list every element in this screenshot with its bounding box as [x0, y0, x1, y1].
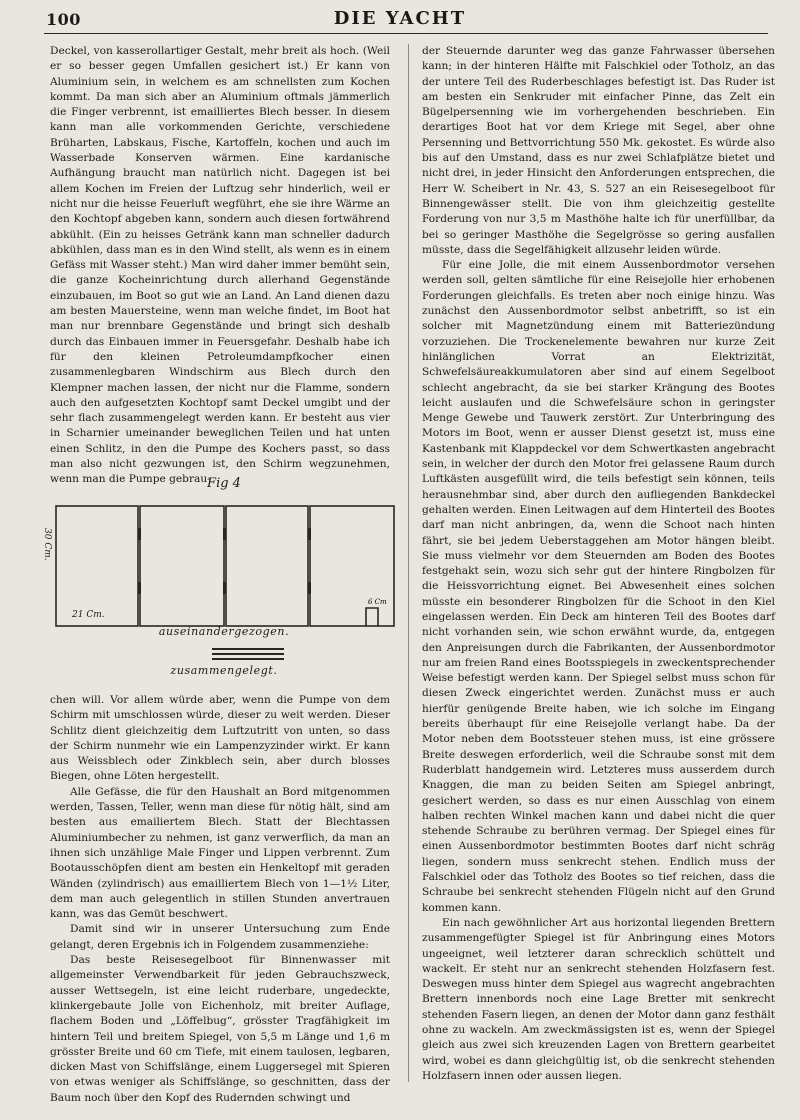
paragraph: Für eine Jolle, die mit einem Aussenbordmotor versehen werden soll, gelten sämtliche für eine Reisejolle hier erhobenen Forderungen gleichfalls. Es treten aber noch einige hinzu. Was zunächst den Aussenbordmotor selbst anbetrifft, so ist ein solcher mit Magnetzündung einem mit Batteriezündung vorzuziehen. Die Trockenelemente bewahren nur kurze Zeit hinlänglichen Vorrat an Elektrizität, Schwefelsäureakkumulatoren aber sind auf einem Segelboot schlecht angebracht, da sie bei starker Krängung des Bootes leicht auslaufen und die Schwefelsäure schon in geringster Menge Gewebe und Tauwerk zerstört. Zur Unterbringung des Motors im Boot, wenn er ausser Dienst gesetzt ist, muss eine Kastenbank mit Klappdeckel vor dem Schwertkasten angebracht sein, in welcher der durch den Motor frei gelassene Raum durch Luftkästen ausgefüllt wird, die teils befestigt sein können, teils herausnehmbar sind, aber durch den aufliegenden Bankdeckel gehalten werden. Einen Leitwagen auf dem Hinterteil des Bootes darf man nicht anbringen, da, wenn die Schoot nach hinten fährt, sie bei jedem Ueberstaggehen am Motor hängen bleibt. Sie muss vielmehr vor dem Steuernden am Boden des Bootes festgehakt sein, wozu sich sehr gut der hintere Ringbolzen für die Heissvorrichtung eignet. Bei Abwesenheit eines solchen müsste ein besonderer Ringbolzen für die Schoot in den Kiel eingelassen werden. Ein Deck am hinteren Teil des Bootes darf nicht vorhanden sein, wie schon erwähnt wurde, da, entgegen den Anpreisungen durch die Fabrikanten, der Aussenbordmotor nur am freien Rand eines Bootsspiegels in zweckentsprechender Weise befestigt werden kann. Der Spiegel selbst muss schon für diesen Zweck eingerichtet werden. Zunächst muss er auch hierfür genügende Breite haben, wie ich solche im Eingang bereits überhaupt für eine Reisejolle verlangt habe. Da der Motor neben dem Bootssteuer stehen muss, ist eine grössere Breite deswegen erforderlich, weil die Schraube sonst mit dem Ruderblatt handgemein wird. Letzteres muss ausserdem durch Knaggen, die man zu beiden Seiten am Spiegel anbringt, gesichert werden, so dass es nur einen Ausschlag von einem halben rechten Winkel machen kann und dabei nicht die quer stehende Schraube zu berühren vermag. Der Spiegel eines für einen Aussenbordmotor bestimmten Bootes darf nicht schräg liegen, sondern muss senkrecht stehen. Endlich muss der Falschkiel oder das Totholz des Bootes so tief reichen, dass die Schraube bei senkrecht stehenden Flügeln nicht auf den Grund kommen kann. [422, 259, 775, 914]
page-number: 100 [46, 10, 81, 29]
left-column-bottom [50, 693, 390, 1106]
column-divider [408, 44, 409, 1082]
paragraph: Das beste Reisesegelboot für Binnenwasser mit allgemeinster Verwendbarkeit für jeden Gebrauchszweck, ausser Wettsegeln, ist eine leicht ruderbare, ungedeckte, klinkergebaute Jolle von Eichenholz, mit breiter Auflage, flachem Boden und „Löffelbug“, grösster Tragfähigkeit im hintern Teil und breitem Spiegel, von 5,5 m Länge und 1,6 m grösster Breite und 60 cm Tiefe, mit einem taulosen, legbaren, dicken Mast von Schiffslänge, einem Luggersegel mit Spieren von etwas weniger als Schiffslänge, so geschnitten, dass der Baum noch über den Kopf des Rudernden schwingt und [50, 954, 390, 1104]
hinge-mark [138, 528, 141, 540]
left-column-top [50, 44, 390, 488]
hinge-mark [223, 582, 226, 594]
paragraph: chen will. Vor allem würde aber, wenn die Pumpe von dem Schirm mit umschlossen würde, dieser zu weit werden. Dieser Schlitz dient gleichzeitig dem Luftzutritt von unten, so dass der Schirm nunmehr wie ein Lampenzyzinder wirkt. Er kann aus Weissblech oder Zinkblech sein, aber durch blosses Biegen, ohne Löten hergestellt. [50, 694, 390, 783]
hinge-mark [308, 528, 311, 540]
hinge-mark [308, 582, 311, 594]
hinge-mark [138, 582, 141, 594]
figure-label: Fig 4 [207, 476, 241, 491]
paragraph: Alle Gefässe, die für den Haushalt an Bord mitgenommen werden, Tassen, Teller, wenn man diese für nötig hält, sind am besten aus emailiertem Blech. Statt der Blechtassen Aluminiumbecher zu nehmen, ist ganz verwerflich, da man an ihnen sich unzählige Male Finger und Lippen verbrennt. Zum Bootausschöpfen dient am besten ein Henkeltopf mit geraden Wänden (zylindrisch) aus emailliertem Blech von 1—1½ Liter, dem man auch gelegentlich in stillen Stunden anvertrauen kann, was das Gemüt beschwert. [50, 785, 390, 921]
panel-1 [56, 506, 138, 626]
journal-title: DIE YACHT [333, 8, 467, 29]
width-label: 21 Cm. [72, 610, 105, 620]
folded-plate [212, 658, 284, 660]
right-column [422, 44, 775, 1084]
paragraph: Damit sind wir in unserer Untersuchung zum Ende gelangt, deren Ergebnis ich in Folgendem zusammenziehe: [50, 923, 390, 951]
folded-plate [212, 653, 284, 655]
pump-slot [366, 608, 378, 626]
caption-closed: zusammengelegt. [170, 664, 278, 677]
height-label: 30 Cm. [42, 528, 52, 561]
panel-2 [140, 506, 224, 626]
hinge-mark [223, 528, 226, 540]
figure-windschirm [44, 474, 404, 682]
caption-open: auseinandergezogen. [158, 625, 290, 638]
slot-label: 6 Cm [368, 598, 387, 606]
paragraph: Ein nach gewöhnlicher Art aus horizontal liegenden Brettern zusammengefügter Spiegel ist für Anbringung eines Motors ungeeignet, weil letzterer daran schrecklich schüttelt und wackelt. Er steht nur an senkrecht stehenden Holzfasern fest. Deswegen muss hinter dem Spiegel aus wagrecht angebrachten Brettern innenbords noch eine Lage Bretter mit senkrecht stehenden Fasern liegen, an denen der Motor dann ganz festhält ohne zu wackeln. Am zweckmässigsten ist es, wenn der Spiegel gleich aus zwei sich kreuzenden Lagen von Brettern gearbeitet wird, wobei es dann gleichgültig ist, ob die senkrecht stehenden Holzfasern innen oder aussen liegen. [422, 916, 775, 1082]
panel-3 [226, 506, 308, 626]
paragraph: der Steuernde darunter weg das ganze Fahrwasser übersehen kann; in der hinteren Hälfte mit Falschkiel oder Totholz, an das der untere Teil des Ruderbeschlages befestigt ist. Das Ruder ist am besten ein Senkruder mit einfacher Pinne, das Zelt ein Bügelpersenning wie im vorhergehenden beschrieben. Ein derartiges Boot hat vor dem Kriege mit Segel, aber ohne Persenning und Bettvorrichtung 550 Mk. gekostet. Es würde also bis auf den Umstand, dass es nur zwei Schlafplätze bietet und nicht drei, in jeder Hinsicht den Anforderungen entsprechen, die Herr W. Scheibert in Nr. 43, S. 527 an ein Reisesegelboot für Binnengewässer stellt. Die von ihm gleichzeitig gestellte Forderung von nur 3,5 m Masthöhe halte ich für unerfüllbar, da bei so geringer Masthöhe die Segelgrösse so gering ausfallen müsste, dass die Segelfähigkeit allzusehr leiden würde. [422, 45, 775, 256]
folded-plate [212, 648, 284, 650]
paragraph: Deckel, von kasserollartiger Gestalt, mehr breit als hoch. (Weil er so besser gegen Umfallen gesichert ist.) Er kann von Aluminium sein, in welchem es am schnellsten zum Kochen kommt. Da man sich aber an Aluminium oftmals jämmerlich die Finger verbrennt, ist emailliertes Blech besser. In diesem kann man alle vorkommenden Gerichte, verschiedene Brüharten, Labskaus, Fische, Kartoffeln, kochen und auch im Wasserbade Konserven wärmen. Eine kardanische Aufhängung braucht man natürlich nicht. Dagegen ist bei allem Kochen im Freien der Luftzug sehr hinderlich, weil er nicht nur die heisse Feuerluft wegführt, ehe sie ihre Wärme an den Kochtopf abgeben kann, sondern auch diesen fortwährend abkühlt. (Ein zu heisses Getränk kann man schneller dadurch abkühlen, dass man es in den Wind stellt, als wenn es in einem Gefäss mit Wasser steht.) Man wird daher immer bemüht sein, die ganze Kocheinrichtung durch allerhand Gegenstände einzubauen, im Boot so gut wie an Land. An Land dienen dazu am besten Mauersteine, wenn man welche findet, im Boot hat man nur brennbare Gegenstände und bringt sich deshalb durch das Einbauen immer in Feuersgefahr. Deshalb habe ich für den kleinen Petroleumdampfkocher einen zusammenlegbaren Windschirm aus Blech durch den Klempner machen lassen, der nicht nur die Flamme, sondern auch den aufgesetzten Kochtopf samt Deckel umgibt und der sehr flach zusammengelegt werden kann. Er besteht aus vier in Scharnier umeinander beweglichen Teilen und hat unten einen Schlitz, in den die Pumpe des Kochers passt, so dass man also nicht gezwungen ist, den Schirm wegzunehmen, wenn man die Pumpe gebrau- [50, 45, 390, 486]
header-rule [44, 33, 768, 34]
panel-4 [310, 506, 394, 626]
